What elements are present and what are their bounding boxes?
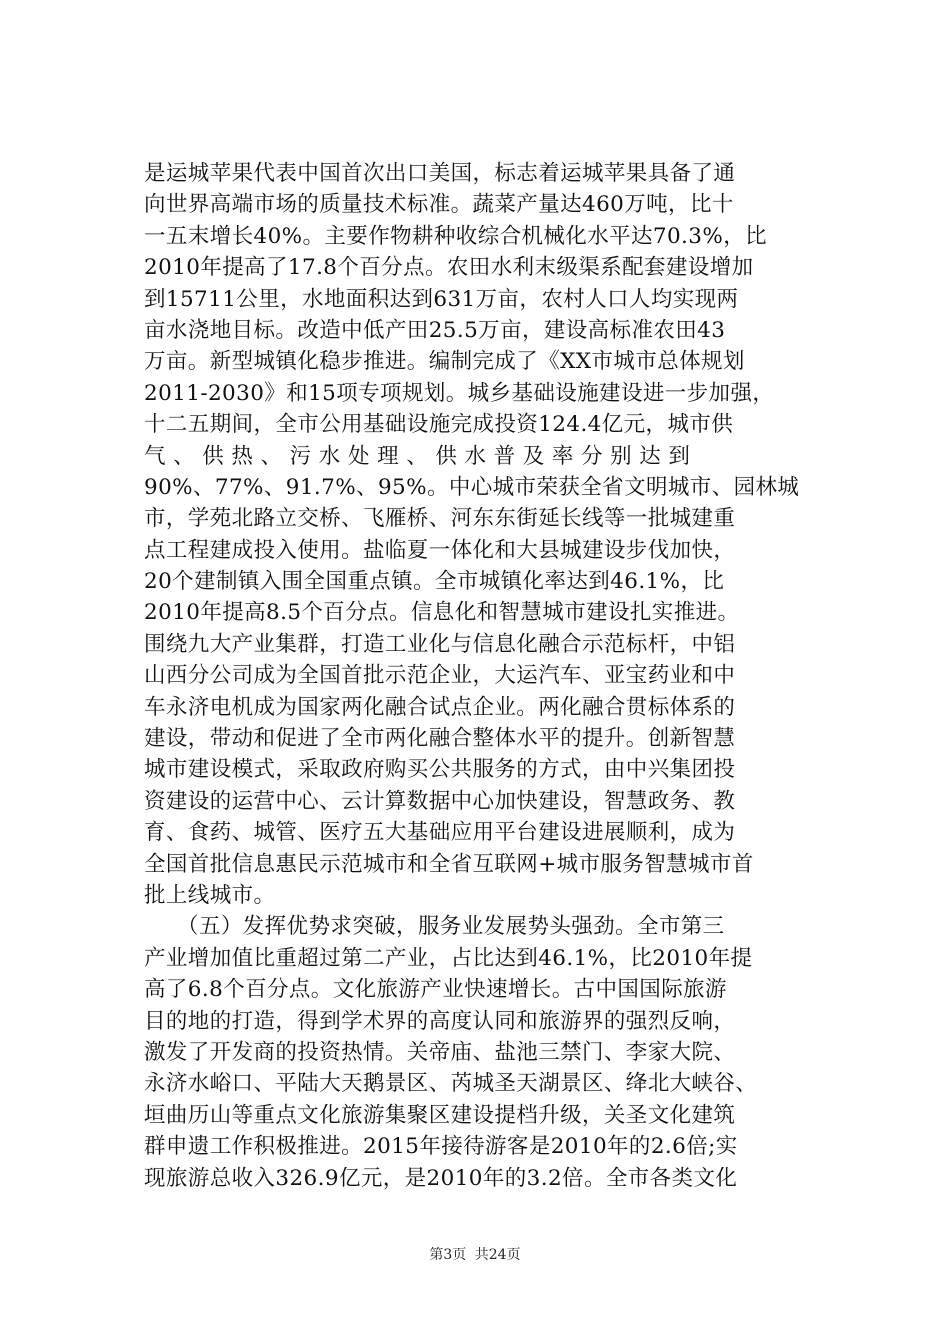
text-line: 群申遗工作积极推进。2015年接待游客是2010年的2.6倍;实 [144,1134,738,1160]
text-line: 高了6.8个百分点。文化旅游产业快速增长。古中国国际旅游 [144,977,727,1003]
text-line: 垣曲历山等重点文化旅游集聚区建设提档升级，关圣文化建筑 [144,1102,736,1128]
text-line: 育、食药、城管、医疗五大基础应用平台建设进展顺利，成为 [144,820,736,846]
text-line: 万亩。新型城镇化稳步推进。编制完成了《XX市城市总体规划 [144,349,745,375]
page-footer [0,1244,950,1264]
text-line: 是运城苹果代表中国首次出口美国，标志着运城苹果具备了通 [144,161,736,186]
text-line: 批上线城市。 [144,882,276,908]
body-text [144,158,834,1194]
text-line: 一五末增长40%。主要作物耕种收综合机械化水平达70.3%，比 [144,223,767,249]
text-line: 资建设的运营中心、云计算数据中心加快建设，智慧政务、教 [144,788,736,814]
text-line: 2010年提高8.5个百分点。信息化和智慧城市建设扎实推进。 [144,600,740,626]
text-line: 气 、 供 热 、 污 水 处 理 、 供 水 普 及 率 分 别 达 到 [144,443,691,469]
text-line: 到15711公里，水地面积达到631万亩，农村人口人均实现两 [144,286,739,312]
text-line: 市，学苑北路立交桥、飞雁桥、河东东街延长线等一批城建重 [144,506,736,532]
text-line: 向世界高端市场的质量技术标准。蔬菜产量达460万吨，比十 [144,192,734,218]
text-line: 点工程建成投入使用。盐临夏一体化和大县城建设步伐加快， [144,537,736,563]
text-line: 围绕九大产业集群，打造工业化与信息化融合示范标杆，中铝 [144,631,736,657]
text-line: 20个建制镇入围全国重点镇。全市城镇化率达到46.1%，比 [144,569,725,595]
text-line: 永济水峪口、平陆大天鹅景区、芮城圣天湖景区、绛北大峡谷、 [144,1071,758,1097]
text-line: 激发了开发商的投资热情。关帝庙、盐池三禁门、李家大院、 [144,1039,736,1065]
text-line: 山西分公司成为全国首批示范企业，大运汽车、亚宝药业和中 [144,663,736,689]
text-line: 十二五期间，全市公用基础设施完成投资124.4亿元，城市供 [144,412,734,438]
page-total: 共24页 [474,1247,521,1263]
text-line: 90%、77%、91.7%、95%。中心城市荣获全省文明城市、园林城 [144,474,800,500]
text-line: 产业增加值比重超过第二产业，占比达到46.1%，比2010年提 [144,945,753,971]
text-line: 2010年提高了17.8个百分点。农田水利末级渠系配套建设增加 [144,255,754,281]
text-line: 城市建设模式，采取政府购买公共服务的方式，由中兴集团投 [144,757,736,783]
text-line: 2011-2030》和15项专项规划。城乡基础设施建设进一步加强， [144,380,775,406]
text-line: 现旅游总收入326.9亿元，是2010年的3.2倍。全市各类文化 [144,1165,738,1191]
text-line: 车永济电机成为国家两化融合试点企业。两化融合贯标体系的 [144,694,736,720]
text-line: （五）发挥优势求突破，服务业发展势头强劲。全市第三 [144,914,725,940]
text-line: 目的地的打造，得到学术界的高度认同和旅游界的强烈反响， [144,1008,736,1034]
text-line: 全国首批信息惠民示范城市和全省互联网+城市服务智慧城市首 [144,851,754,877]
page-number: 第3页 [429,1247,467,1263]
text-line: 建设，带动和促进了全市两化融合整体水平的提升。创新智慧 [144,726,736,752]
text-line: 亩水浇地目标。改造中低产田25.5万亩，建设高标准农田43 [144,317,726,343]
